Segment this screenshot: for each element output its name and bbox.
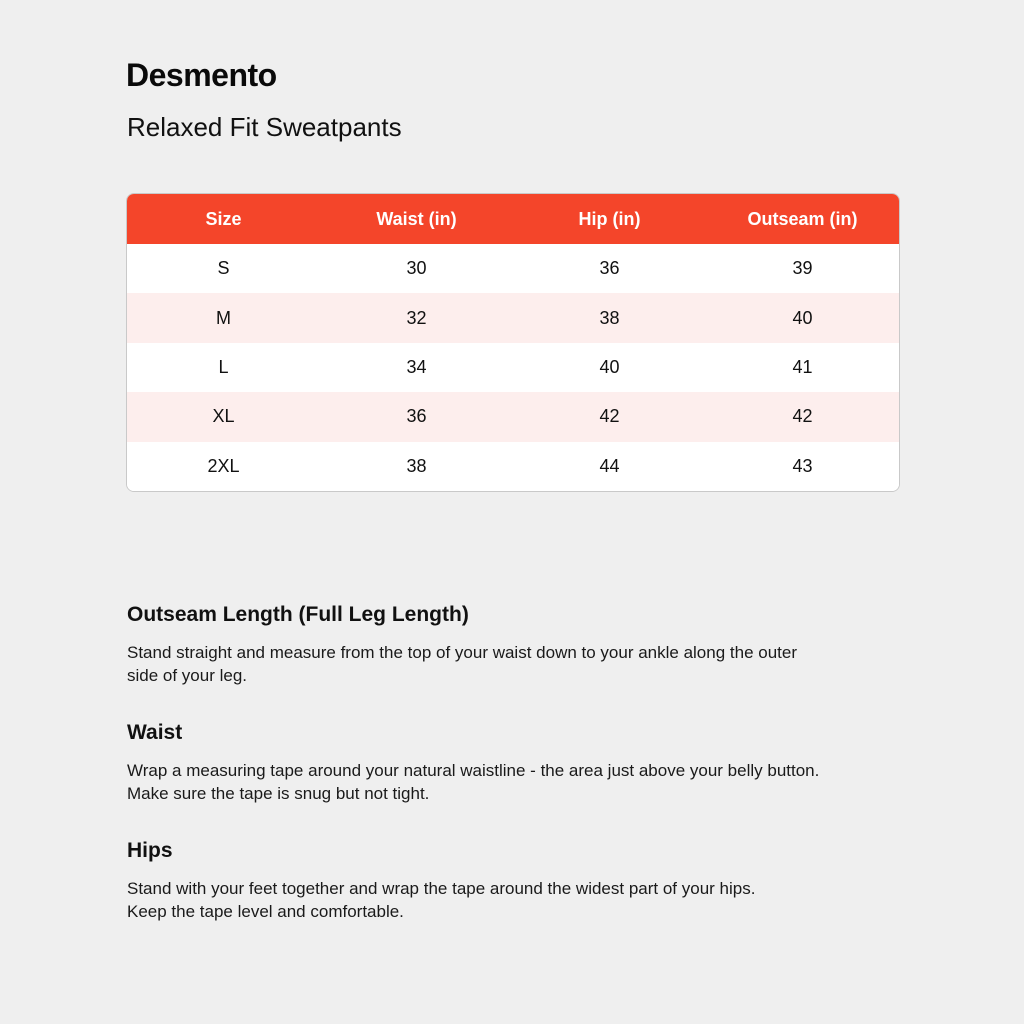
cell-outseam: 42	[706, 392, 899, 441]
cell-outseam: 39	[706, 244, 899, 293]
waist-heading: Waist	[127, 721, 183, 744]
outseam-instructions	[127, 642, 927, 687]
table-row	[127, 244, 899, 293]
cell-hip: 36	[513, 244, 706, 293]
hips-heading: Hips	[127, 839, 173, 862]
cell-waist: 36	[320, 392, 513, 441]
header-hip: Hip (in)	[513, 194, 706, 244]
size-chart-table	[127, 194, 899, 491]
cell-waist: 38	[320, 442, 513, 491]
waist-instructions	[127, 760, 927, 805]
product-title: Relaxed Fit Sweatpants	[127, 112, 402, 142]
cell-size: S	[127, 244, 320, 293]
cell-hip: 38	[513, 293, 706, 342]
cell-waist: 30	[320, 244, 513, 293]
cell-size: M	[127, 293, 320, 342]
table-row	[127, 293, 899, 342]
header-waist: Waist (in)	[320, 194, 513, 244]
cell-size: 2XL	[127, 442, 320, 491]
waist-line-1: Wrap a measuring tape around your natural waistline - the area just above your belly button.	[127, 761, 820, 780]
cell-waist: 34	[320, 343, 513, 392]
outseam-guide	[127, 602, 927, 687]
cell-outseam: 41	[706, 343, 899, 392]
table-row	[127, 392, 899, 441]
hips-instructions	[127, 878, 927, 923]
header-outseam: Outseam (in)	[706, 194, 899, 244]
outseam-heading: Outseam Length (Full Leg Length)	[127, 603, 469, 626]
cell-waist: 32	[320, 293, 513, 342]
cell-hip: 42	[513, 392, 706, 441]
header-size: Size	[127, 194, 320, 244]
cell-outseam: 43	[706, 442, 899, 491]
hips-line-2: Keep the tape level and comfortable.	[127, 901, 404, 921]
size-chart-header-row	[127, 194, 899, 244]
size-chart-card	[126, 193, 900, 492]
outseam-line-2: side of your leg.	[127, 665, 248, 685]
brand-logo: Desmento	[126, 57, 277, 93]
waist-line-2: Make sure the tape is snug but not tight.	[127, 783, 430, 803]
cell-size: XL	[127, 392, 320, 441]
cell-hip: 44	[513, 442, 706, 491]
table-row	[127, 442, 899, 491]
cell-outseam: 40	[706, 293, 899, 342]
table-row	[127, 343, 899, 392]
cell-hip: 40	[513, 343, 706, 392]
waist-guide	[127, 720, 927, 805]
hips-guide	[127, 838, 927, 923]
hips-line-1: Stand with your feet together and wrap the tape around the widest part of your hips.	[127, 879, 756, 898]
outseam-line-1: Stand straight and measure from the top of your waist down to your ankle along the outer	[127, 643, 797, 662]
cell-size: L	[127, 343, 320, 392]
